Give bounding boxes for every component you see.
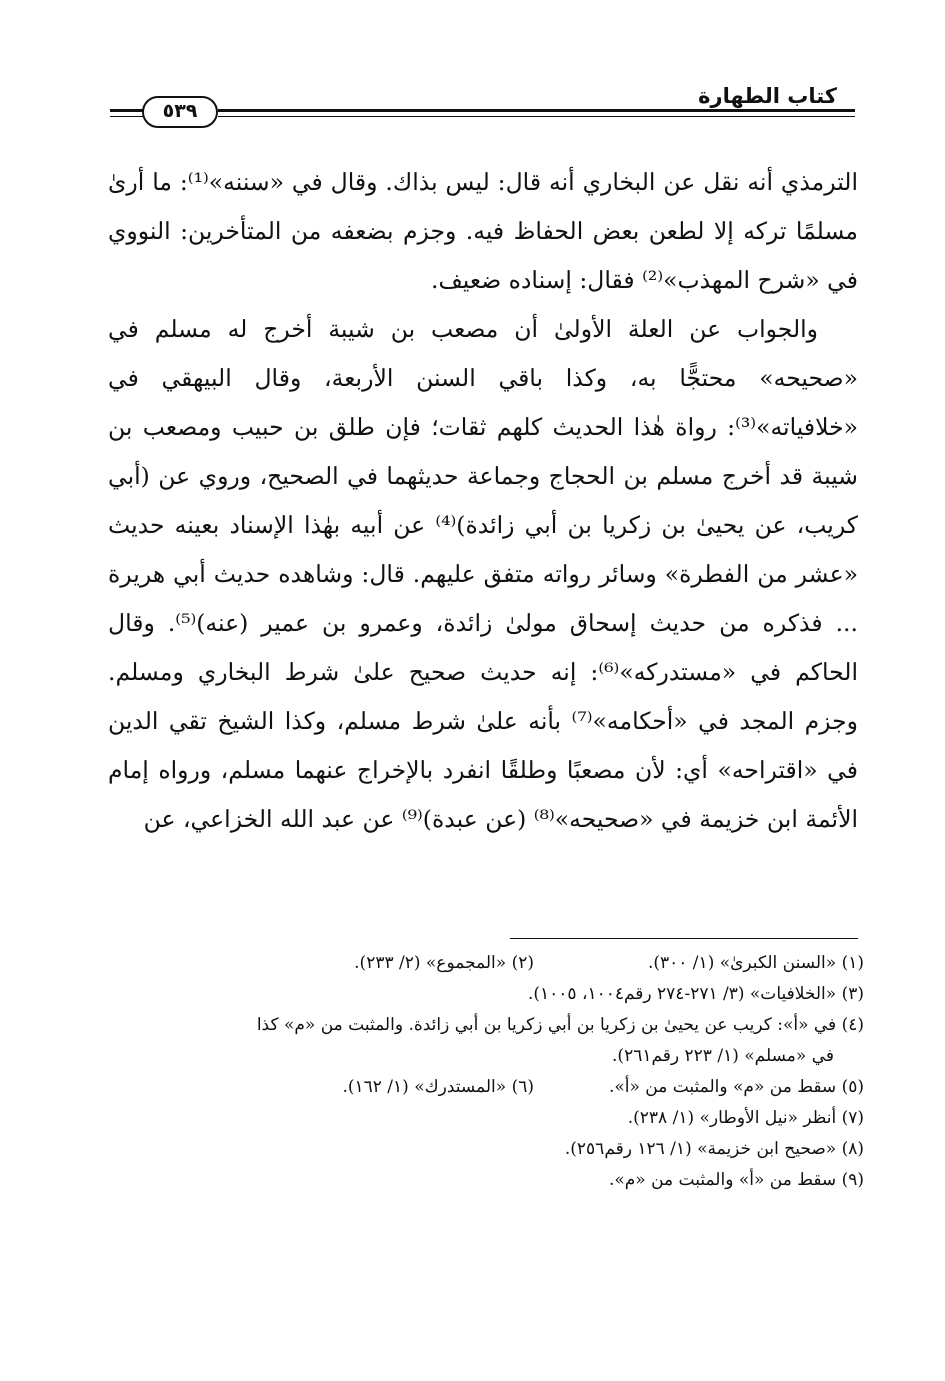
page-number: ٥٣٩ — [142, 96, 218, 128]
footnote-4-line-1: (٤) في «أ»: كريب عن يحيىٰ بن زكريا بن أبي زكريا بن أبي زائدة. والمثبت من «م» كذا — [256, 1015, 864, 1035]
footnote-5: (٥) سقط من «م» والمثبت من «أ». — [608, 1077, 864, 1097]
footnote-4-line-2: في «مسلم» (١/ ٢٢٣ رقم٢٦١). — [612, 1046, 834, 1066]
footnote-row — [108, 979, 864, 1010]
header-rule-thick — [218, 109, 855, 112]
footnote-row — [108, 948, 864, 979]
main-text — [108, 158, 858, 844]
header-rule-left-thin — [110, 116, 144, 117]
header-rule-thin — [218, 116, 855, 117]
footnote-7: (٧) أنظر «نيل الأوطار» (١/ ٢٣٨). — [627, 1108, 864, 1128]
footnotes — [108, 948, 864, 1196]
footnote-row — [108, 1134, 864, 1165]
footnote-row — [108, 1165, 864, 1196]
paragraph-2: والجواب عن العلة الأولىٰ أن مصعب بن شيبة أخرج له مسلم في «صحيحه» محتجًّا به، وكذا باقي السنن الأربعة، وقال البيهقي في «خلافياته»⁽³⁾: رواة هٰذا الحديث كلهم ثقات؛ فإن طلق بن حبيب ومصعب بن شيبة قد أخرج مسلم بن الحجاج وجماعة حديثهما في الصحيح، وروي عن (أبي كريب، عن يحيىٰ بن زكريا بن أبي زائدة)⁽⁴⁾ عن أبيه بهٰذا الإسناد بعينه حديث «عشر من الفطرة» وسائر رواته متفق عليهم. قال: وشاهده حديث أبي هريرة ... فذكره من حديث إسحاق مولىٰ زائدة، وعمرو بن عمير (عنه)⁽⁵⁾. وقال الحاكم في «مستدركه»⁽⁶⁾: إنه حديث صحيح علىٰ شرط البخاري ومسلم. وجزم المجد في «أحكامه»⁽⁷⁾ بأنه علىٰ شرط مسلم، وكذا الشيخ تقي الدين في «اقتراحه» أي: لأن مصعبًا وطلقًا انفرد بالإخراج عنهما مسلم، ورواه إمام الأئمة ابن خزيمة في «صحيحه»⁽⁸⁾ (عن عبدة)⁽⁹⁾ عن عبد الله الخزاعي، عن — [108, 315, 858, 833]
book-title: كتاب الطهارة — [698, 84, 837, 108]
footnote-6: (٦) «المستدرك» (١/ ١٦٢). — [342, 1077, 534, 1097]
footnote-row — [108, 1103, 864, 1134]
footnote-separator — [510, 938, 858, 939]
header-rule-left-thick — [110, 109, 144, 112]
footnote-8: (٨) «صحيح ابن خزيمة» (١/ ١٢٦ رقم٢٥٦). — [564, 1139, 864, 1159]
paragraph-1: الترمذي أنه نقل عن البخاري أنه قال: ليس بذاك. وقال في «سننه»⁽¹⁾: ما أرىٰ مسلمًا تركه إلا لطعن بعض الحفاظ فيه. وجزم بضعفه من المتأخرين: النووي في «شرح المهذب»⁽²⁾ فقال: إسناده ضعيف. — [108, 168, 858, 294]
footnote-1: (١) «السنن الكبرىٰ» (١/ ٣٠٠). — [647, 953, 864, 973]
page-header — [110, 80, 855, 130]
footnote-row — [108, 1072, 864, 1103]
footnote-4 — [108, 1010, 864, 1072]
footnote-9: (٩) سقط من «أ» والمثبت من «م». — [608, 1170, 864, 1190]
footnote-2: (٢) «المجموع» (٢/ ٢٣٣). — [354, 953, 534, 973]
footnote-3: (٣) «الخلافيات» (٣/ ٢٧١-٢٧٤ رقم١٠٠٤، ١٠٠٥). — [527, 984, 864, 1004]
